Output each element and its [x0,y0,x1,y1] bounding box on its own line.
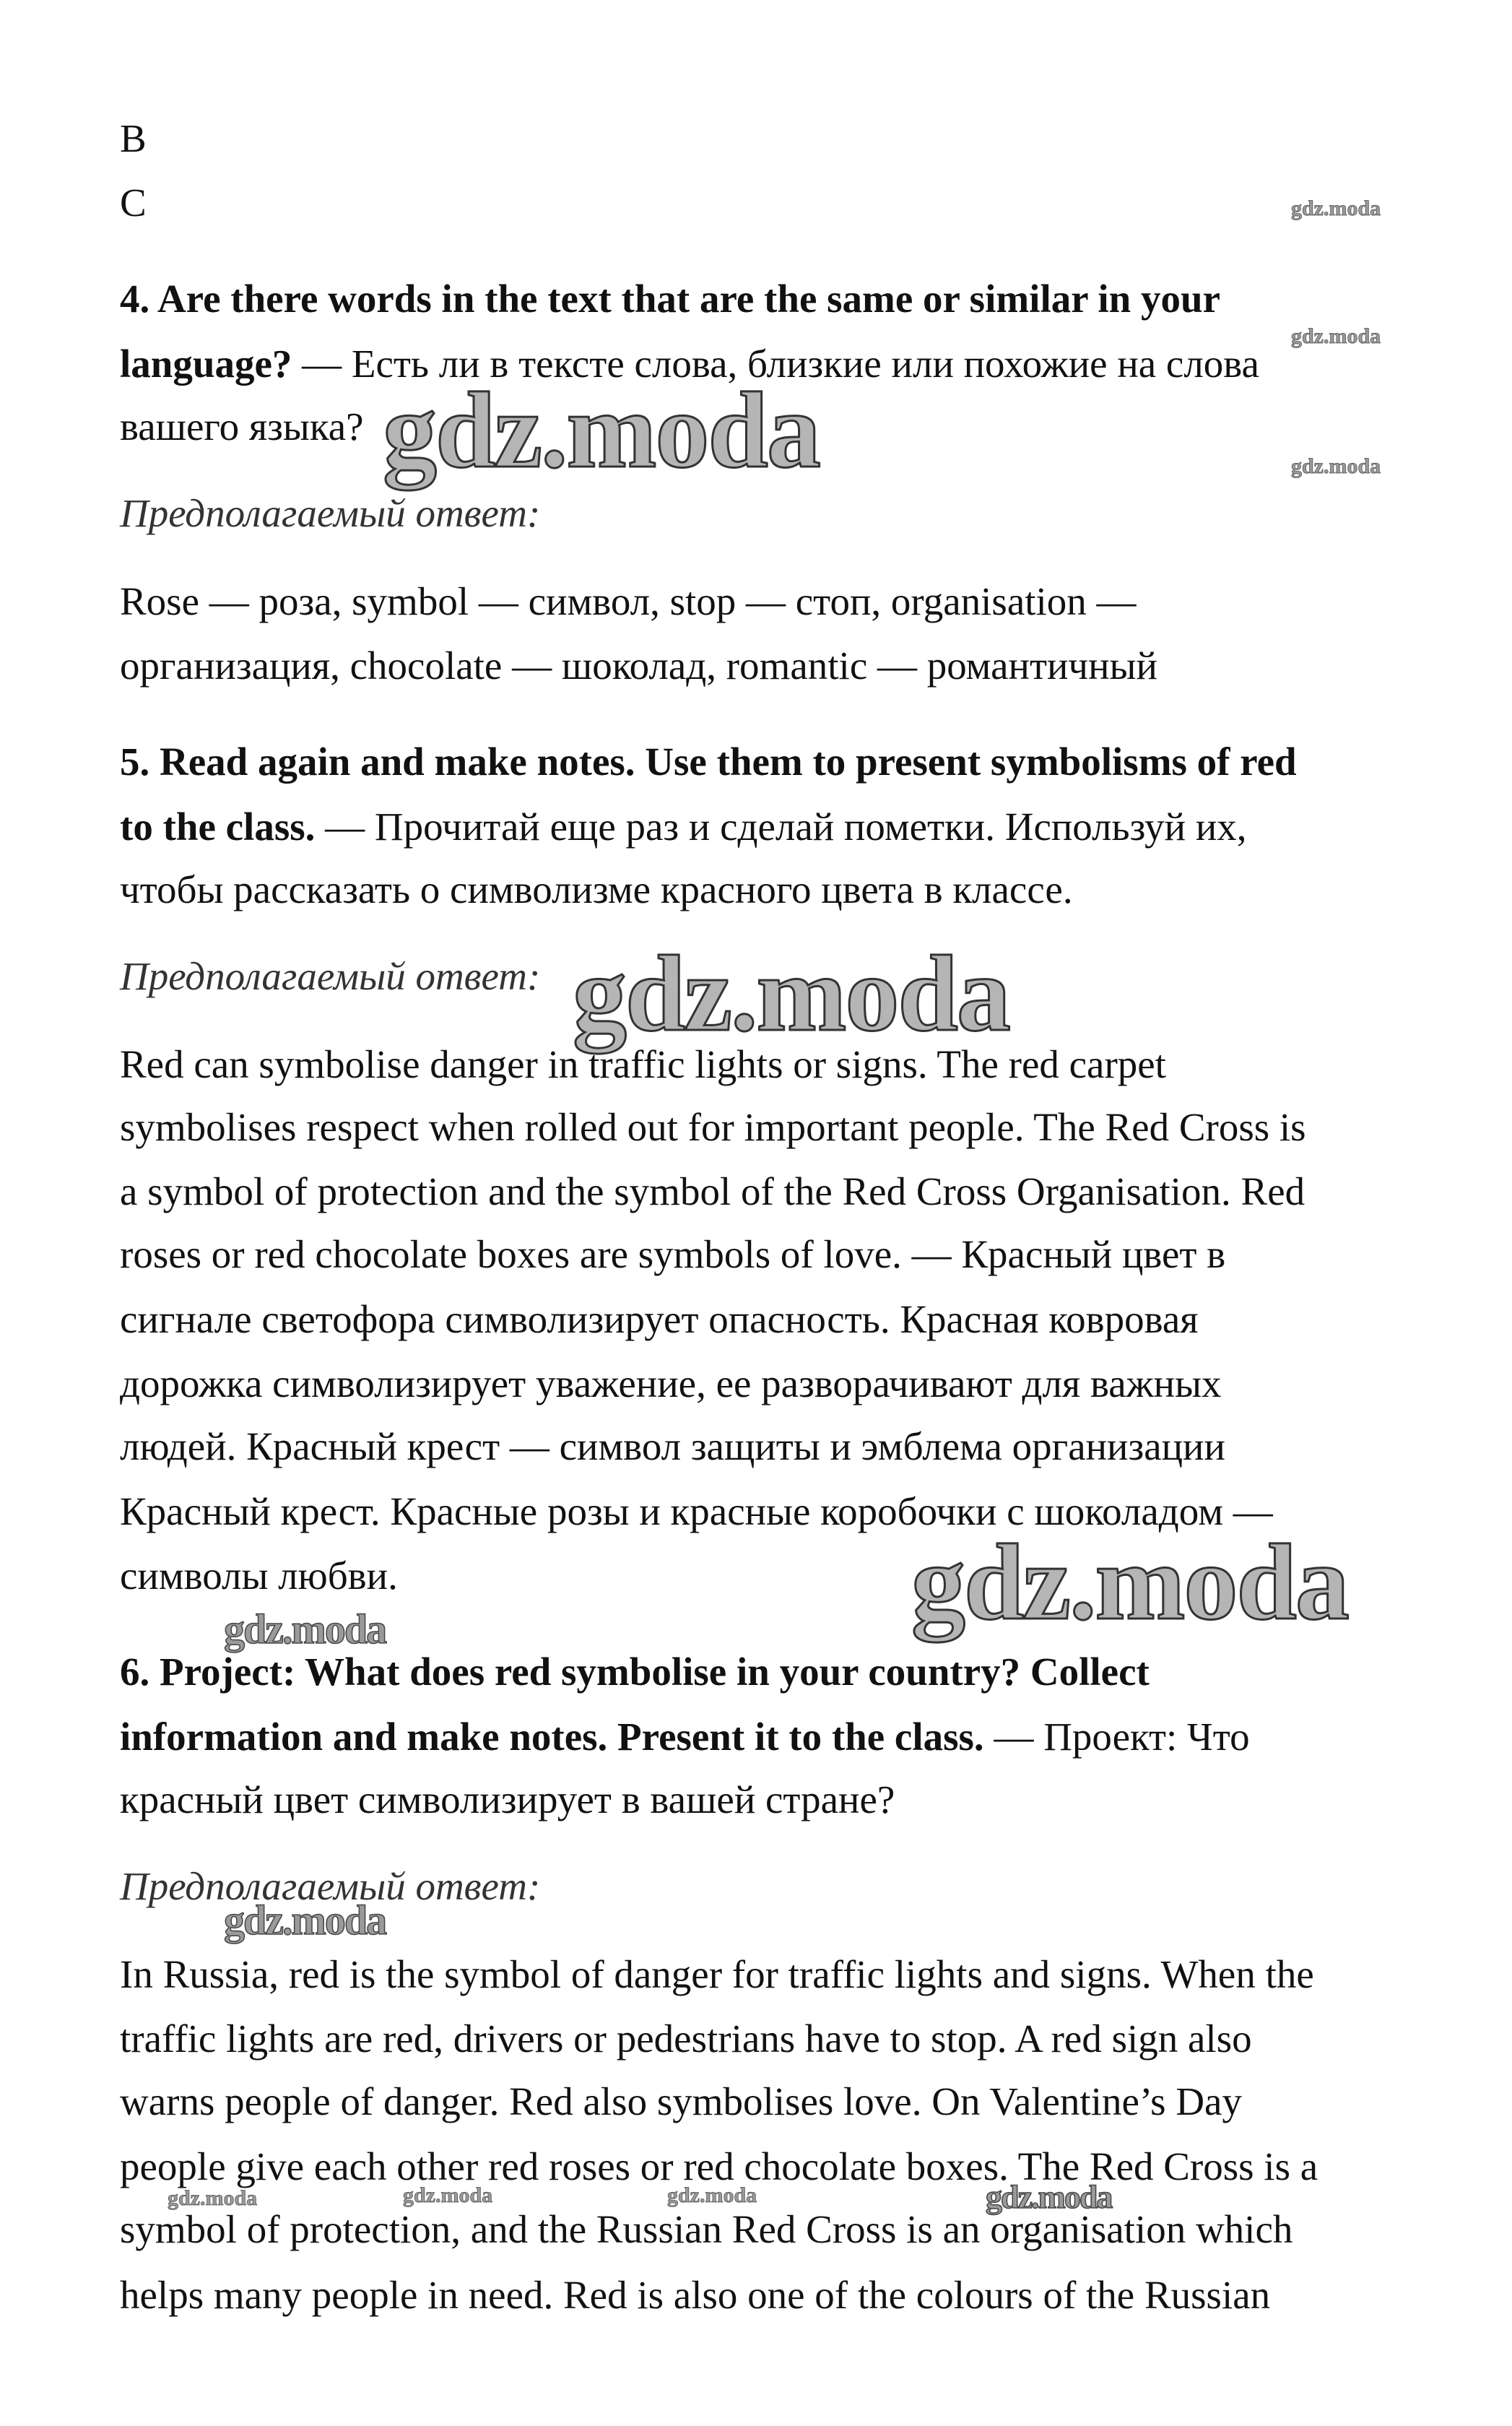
task6-answer-line: people give each other red roses or red chocolate boxes. The Red Cross is a [120,2144,1318,2188]
task6-translation-end: красный цвет символизирует в вашей стране? [120,1777,895,1821]
task5-heading-line1 [120,729,1297,794]
watermark-logo: gdz.moda [1291,454,1381,478]
watermark-logo: gdz.moda [383,371,820,490]
watermark-logo: gdz.moda [1291,324,1381,348]
option-c: C [120,181,147,225]
watermark-logo: gdz.moda [224,1897,386,1944]
task5-answer-label: Предполагаемый ответ: [120,954,541,998]
task5-translation: — Прочитай еще раз и сделай пометки. Используй их, [315,805,1247,849]
task5-translation-end: чтобы рассказать о символизме красного цвета в классе. [120,867,1073,911]
watermark-logo: gdz.moda [667,2183,757,2207]
task4-heading-line1 [120,267,1220,332]
task5-answer-line: symbolises respect when rolled out for important people. The Red Cross is [120,1105,1306,1149]
task5-answer-line: Красный крест. Красные розы и красные коробочки с шоколадом — [120,1489,1273,1533]
task4-translation-end: вашего языка? [120,404,364,449]
task5-title: 5. Read again and make notes. Use them to present symbolisms of red [120,740,1297,784]
task5-answer-line: символы любви. [120,1554,398,1598]
task4-answer-line: организация, chocolate — шоколад, romantic — романтичный [120,644,1157,688]
task5-title-end: to the class. [120,805,316,849]
task5-answer-line: людей. Красный крест — символ защиты и эмблема организации [120,1424,1225,1468]
task4-answer-label: Предполагаемый ответ: [120,491,541,535]
watermark-logo: gdz.moda [224,1606,386,1652]
task6-answer-line: helps many people in need. Red is also one of the colours of the Russian [120,2273,1271,2317]
task4-answer-line: Rose — роза, symbol — символ, stop — стоп, organisation — [120,579,1137,623]
task6-title-end: information and make notes. Present it to the class. [120,1715,984,1759]
task4-title: 4. Are there words in the text that are the same or similar in your [120,277,1221,321]
watermark-logo: gdz.moda [986,2178,1112,2215]
task6-answer-line: warns people of danger. Red also symbolises love. On Valentine’s Day [120,2079,1242,2123]
task6-translation: — Проект: Что [983,1715,1250,1759]
task6-answer-line: symbol of protection, and the Russian Red Cross is an organisation which [120,2207,1293,2251]
task5-answer-line: Red can symbolise danger in traffic lights or signs. The red carpet [120,1042,1166,1086]
task4-title-end: language? [120,342,292,386]
task5-heading-line2 [120,794,1247,859]
watermark-logo: gdz.moda [573,934,1009,1054]
task6-answer-line: traffic lights are red, drivers or pedestrians have to stop. A red sign also [120,2016,1252,2061]
watermark-logo: gdz.moda [911,1522,1348,1642]
task5-answer-line: a symbol of protection and the symbol of the Red Cross Organisation. Red [120,1169,1305,1213]
watermark-logo: gdz.moda [168,2186,258,2210]
task6-heading-line2 [120,1704,1250,1769]
task5-answer-line: сигнале светофора символизирует опасность. Красная ковровая [120,1297,1199,1341]
task6-title: 6. Project: What does red symbolise in your country? Collect [120,1650,1150,1694]
task6-answer-label: Предполагаемый ответ: [120,1864,541,1908]
task4-translation: — Есть ли в тексте слова, близкие или похожие на слова [292,342,1259,386]
option-b: B [120,116,147,160]
watermark-logo: gdz.moda [403,2183,493,2207]
watermark-logo: gdz.moda [1291,196,1381,220]
task5-answer-line: roses or red chocolate boxes are symbols of love. — Красный цвет в [120,1232,1226,1276]
task5-answer-line: дорожка символизирует уважение, ее разворачивают для важных [120,1361,1222,1405]
task6-answer-line: In Russia, red is the symbol of danger for traffic lights and signs. When the [120,1952,1314,1996]
